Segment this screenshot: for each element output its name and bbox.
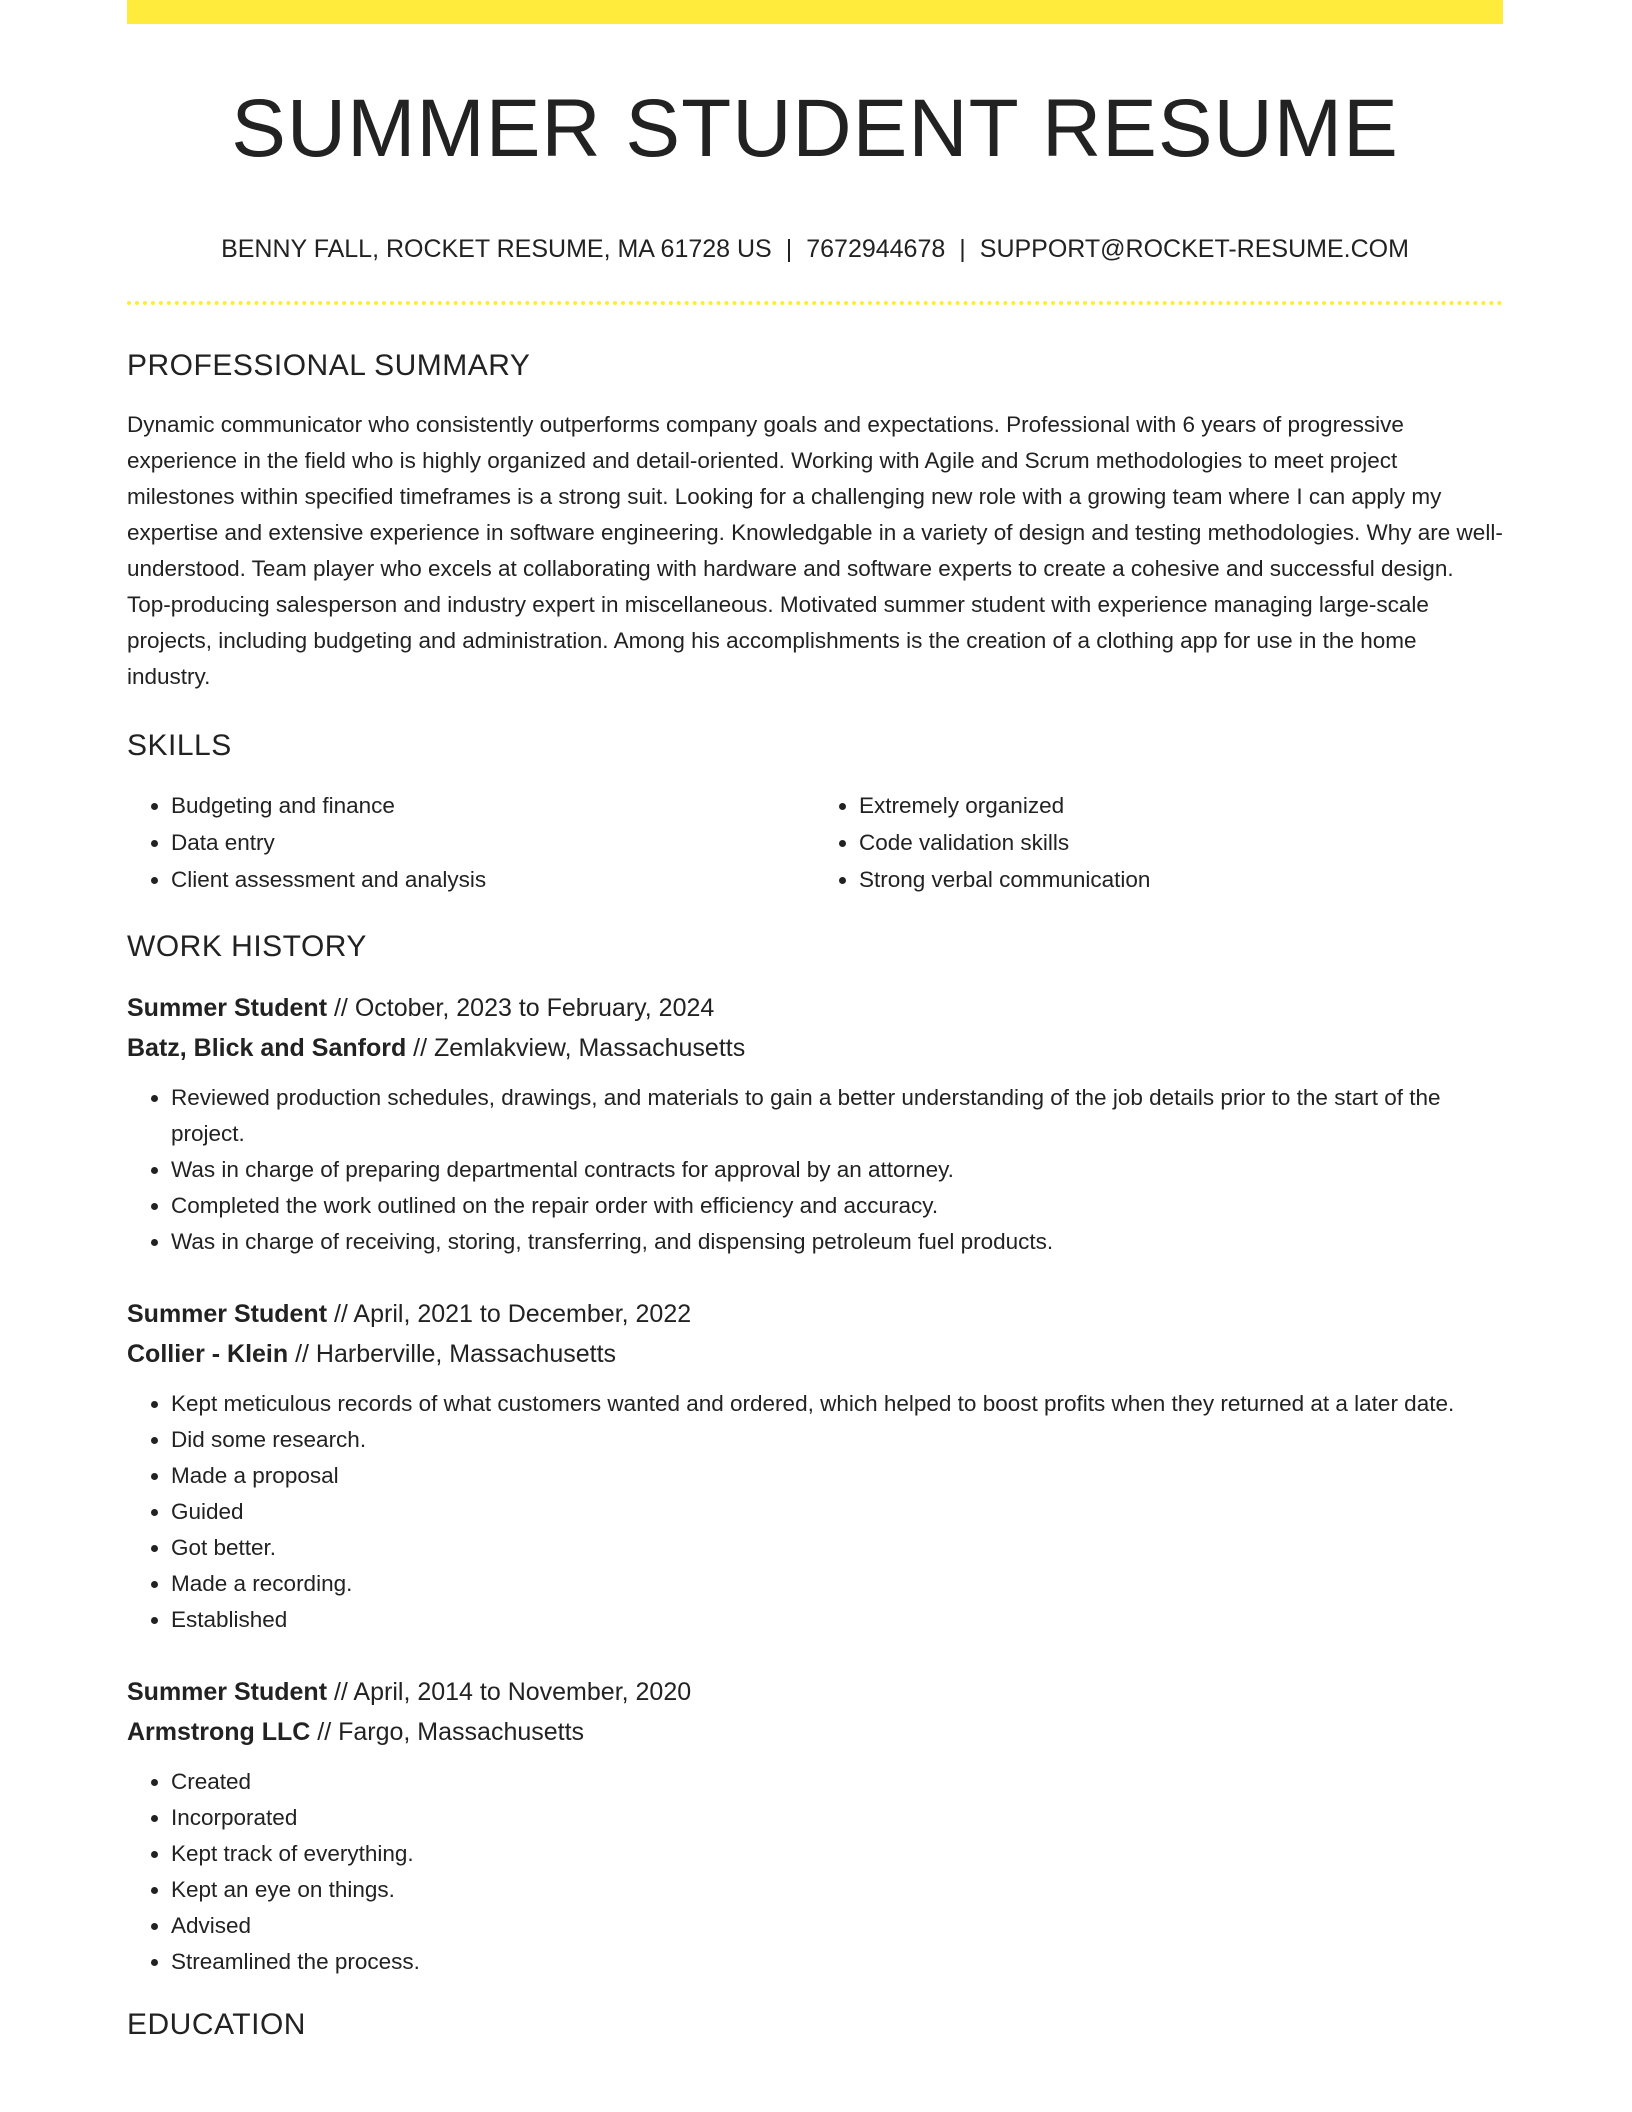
skill-item: • Strong verbal communication xyxy=(859,861,1503,898)
contact-separator: | xyxy=(959,235,966,264)
skills-grid xyxy=(127,787,1503,898)
job-entry xyxy=(127,1672,1503,1980)
job-bullet: • Created xyxy=(171,1764,1503,1800)
job-location: // Fargo, Massachusetts xyxy=(310,1718,585,1747)
job-bullet: • Kept meticulous records of what customers wanted and ordered, which helped to boost profits when they returned at a later date. xyxy=(171,1386,1503,1422)
skill-item: • Client assessment and analysis xyxy=(171,861,815,898)
job-bullet: • Kept track of everything. xyxy=(171,1836,1503,1872)
skill-item: • Extremely organized xyxy=(859,787,1503,824)
job-company: Armstrong LLC xyxy=(127,1718,311,1747)
job-bullet: • Streamlined the process. xyxy=(171,1944,1503,1980)
job-company: Batz, Blick and Sanford xyxy=(127,1034,407,1063)
job-title-line xyxy=(127,1294,1503,1334)
job-company-line xyxy=(127,1712,1503,1752)
section-heading: SKILLS xyxy=(127,729,232,763)
job-entry xyxy=(127,988,1503,1260)
job-bullet: • Incorporated xyxy=(171,1800,1503,1836)
job-location: // Harberville, Massachusetts xyxy=(288,1340,617,1369)
work-history-section xyxy=(127,930,1503,1980)
job-location: // Zemlakview, Massachusetts xyxy=(406,1034,746,1063)
contact-email: SUPPORT@ROCKET-RESUME.COM xyxy=(979,235,1409,264)
contact-phone: 7672944678 xyxy=(806,235,946,264)
job-bullet: • Made a recording. xyxy=(171,1566,1503,1602)
job-dates: // October, 2023 to February, 2024 xyxy=(327,994,715,1023)
skills-column-right xyxy=(815,787,1503,898)
skill-item: • Data entry xyxy=(171,824,815,861)
job-bullet: • Completed the work outlined on the repair order with efficiency and accuracy. xyxy=(171,1188,1503,1224)
skill-item: • Code validation skills xyxy=(859,824,1503,861)
job-dates: // April, 2021 to December, 2022 xyxy=(327,1300,692,1329)
job-company-line xyxy=(127,1028,1503,1068)
resume-page xyxy=(127,0,1503,2042)
job-title: Summer Student xyxy=(127,1678,328,1707)
job-company-line xyxy=(127,1334,1503,1374)
job-bullet: • Advised xyxy=(171,1908,1503,1944)
top-accent-bar xyxy=(127,0,1503,24)
contact-line xyxy=(127,234,1503,264)
education-section xyxy=(127,2008,1503,2042)
job-bullet: • Was in charge of preparing departmental contracts for approval by an attorney. xyxy=(171,1152,1503,1188)
job-company: Collier - Klein xyxy=(127,1340,289,1369)
section-heading: WORK HISTORY xyxy=(127,930,367,964)
job-bullet: • Guided xyxy=(171,1494,1503,1530)
job-title: Summer Student xyxy=(127,994,328,1023)
skill-item: • Budgeting and finance xyxy=(171,787,815,824)
job-title: Summer Student xyxy=(127,1300,328,1329)
section-heading: PROFESSIONAL SUMMARY xyxy=(127,349,531,383)
job-entry xyxy=(127,1294,1503,1638)
job-bullet: • Established xyxy=(171,1602,1503,1638)
job-bullets xyxy=(127,1764,1503,1980)
skills-column-left xyxy=(127,787,815,898)
dotted-divider xyxy=(127,301,1503,305)
resume-title: SUMMER STUDENT RESUME xyxy=(231,83,1399,174)
professional-summary-section xyxy=(127,349,1503,695)
job-bullet: • Reviewed production schedules, drawings, and materials to gain a better understanding of the job details prior to the start of the project. xyxy=(171,1080,1503,1152)
job-bullet: • Was in charge of receiving, storing, transferring, and dispensing petroleum fuel products. xyxy=(171,1224,1503,1260)
job-bullet: • Kept an eye on things. xyxy=(171,1872,1503,1908)
job-bullet: • Got better. xyxy=(171,1530,1503,1566)
job-bullet: • Made a proposal xyxy=(171,1458,1503,1494)
job-bullet: • Did some research. xyxy=(171,1422,1503,1458)
skills-section xyxy=(127,729,1503,898)
job-title-line xyxy=(127,988,1503,1028)
job-bullets xyxy=(127,1080,1503,1260)
job-dates: // April, 2014 to November, 2020 xyxy=(327,1678,692,1707)
contact-separator: | xyxy=(785,235,793,264)
section-heading: EDUCATION xyxy=(127,2008,306,2042)
summary-text: Dynamic communicator who consistently outperforms company goals and expectations. Professional with 6 years of progressive experience in the field who is highly organized and detail-oriented. Working with Agile and Scrum methodologies to meet project milestones within specified timeframes is a strong suit. Looking for a challenging new role with a growing team where I can apply my expertise and extensive experience in software engineering. Knowledgable in a variety of design and testing methodologies. Why are well-understood. Team player who excels at collaborating with hardware and software experts to create a cohesive and successful design. Top-producing salesperson and industry expert in miscellaneous. Motivated summer student with experience managing large-scale projects, including budgeting and administration. Among his accomplishments is the creation of a clothing app for use in the home industry. xyxy=(127,412,1503,690)
job-bullets xyxy=(127,1386,1503,1638)
job-title-line xyxy=(127,1672,1503,1712)
contact-address: BENNY FALL, ROCKET RESUME, MA 61728 US xyxy=(221,235,772,264)
